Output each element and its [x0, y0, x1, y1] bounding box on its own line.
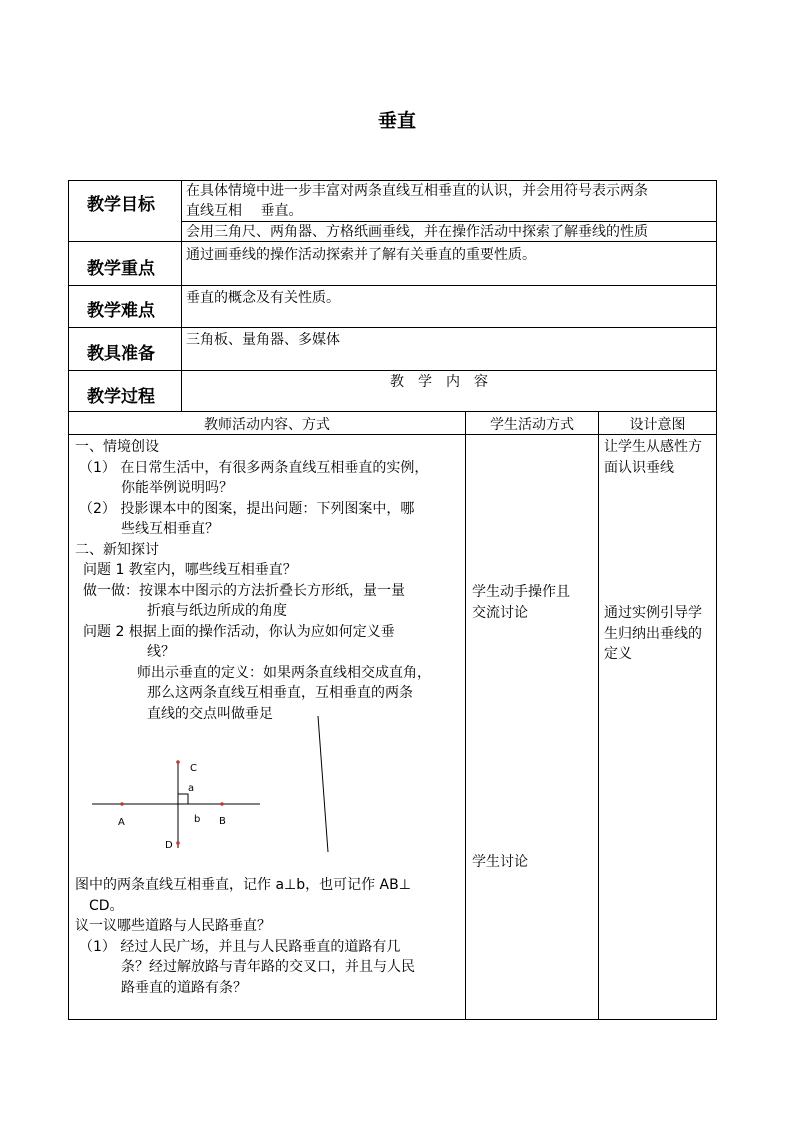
tools-label: 教具准备 [87, 344, 155, 364]
teacher-col-header: 教师活动内容、方式 [204, 417, 330, 433]
intent-col-header: 设计意图 [629, 417, 686, 433]
student-note-1-line-a: 学生动手操作且 [472, 584, 570, 600]
question-2-line-b: 些线互相垂直？ [121, 521, 219, 537]
definition-line-2: 那么这两条直线互相垂直，互相垂直的两条 [147, 685, 413, 701]
label-a-line: a [188, 783, 195, 794]
question-1-line-a: （1） 在日常生活中，有很多两条直线互相垂直的实例， [79, 459, 429, 476]
definition-line-3: 直线的交点叫做垂足 [147, 705, 273, 722]
tools-text: 三角板、量角器、多媒体 [186, 332, 340, 348]
notation-line-2: CD。 [89, 897, 124, 914]
problem-2-line-b: 线？ [147, 644, 175, 660]
try-line-1: 做一做：按课本中图示的方法折叠长方形纸，量一量 [83, 582, 405, 599]
discussion-heading: 议一议哪些道路与人民路垂直？ [75, 918, 271, 934]
key-text: 通过画垂线的操作活动探索并了解有关垂直的重要性质。 [186, 247, 536, 263]
intent-note-2-line-a: 通过实例引导学 [604, 605, 702, 621]
point-a-dot [120, 802, 124, 806]
intent-note-1-line-a: 让学生从感性方 [604, 439, 702, 455]
process-label: 教学过程 [87, 387, 155, 407]
page-title: 垂直 [377, 110, 416, 132]
student-col-header: 学生活动方式 [490, 417, 574, 433]
discussion-1-line-a: （1） 经过人民广场，并且与人民路垂直的道路有几 [79, 938, 401, 955]
student-note-2-line: 学生讨论 [472, 854, 528, 870]
discussion-1-line-c: 路垂直的道路有条？ [121, 979, 247, 996]
question-1-line-b: 你能举例说明吗？ [121, 480, 233, 496]
try-line-2: 折痕与纸边所成的角度 [147, 603, 287, 619]
definition-line-1: 师出示垂直的定义：如果两条直线相交成直角， [137, 664, 431, 681]
intent-note-2 [604, 603, 702, 665]
problem-2-line-a: 问题 2 根据上面的操作活动，你认为应如何定义垂 [83, 623, 395, 640]
student-note-1 [472, 582, 570, 623]
teacher-content-lower [75, 875, 415, 998]
goal-label: 教学目标 [87, 195, 155, 215]
goal-line-3: 会用三角尺、两角器、方格纸画垂线，并在操作活动中探索了解垂线的性质 [186, 224, 648, 240]
problem-1: 问题 1 教室内，哪些线互相垂直？ [83, 562, 297, 578]
section-1-heading: 一、情境创设 [75, 439, 159, 455]
student-note-2 [472, 852, 528, 873]
perpendicular-diagram [70, 710, 370, 870]
difficulty-label: 教学难点 [87, 301, 155, 321]
section-2-heading: 二、新知探讨 [75, 541, 159, 558]
goal-line-1: 在具体情境中进一步丰富对两条直线互相垂直的认识，并会用符号表示两条 [186, 183, 648, 199]
point-b-dot [220, 802, 224, 806]
header-divider [68, 434, 717, 435]
content-header: 教 学 内 容 [390, 374, 488, 390]
student-note-1-line-b: 交流讨论 [472, 604, 528, 621]
difficulty-text: 垂直的概念及有关性质。 [186, 290, 340, 306]
intent-col [598, 411, 717, 1020]
intent-note-1-line-b: 面认识垂线 [604, 459, 674, 476]
goal-line-2: 直线互相 垂直。 [186, 203, 303, 219]
student-col [465, 411, 599, 1020]
point-d-dot [176, 841, 180, 845]
label-b-point: B [219, 816, 226, 827]
slanted-line [318, 716, 328, 852]
label-d-point: D [165, 840, 173, 851]
intent-note-2-line-c: 定义 [604, 646, 632, 662]
label-c-point: C [190, 763, 197, 774]
point-c-dot [176, 760, 180, 764]
notation-line-1: 图中的两条直线互相垂直，记作 a⊥b，也可记作 AB⊥ [75, 877, 411, 893]
label-b-line: b [194, 814, 201, 825]
question-2-line-a: （2） 投影课本中的图案，提出问题：下列图案中，哪 [79, 500, 415, 517]
teacher-content [75, 437, 431, 724]
label-a-point: A [118, 817, 125, 828]
key-label: 教学重点 [87, 259, 155, 279]
discussion-1-line-b: 条？经过解放路与青年路的交叉口，并且与人民 [121, 959, 415, 975]
right-angle-mark [178, 794, 188, 804]
intent-note-1 [604, 437, 702, 478]
intent-note-2-line-b: 生归纳出垂线的 [604, 625, 702, 642]
